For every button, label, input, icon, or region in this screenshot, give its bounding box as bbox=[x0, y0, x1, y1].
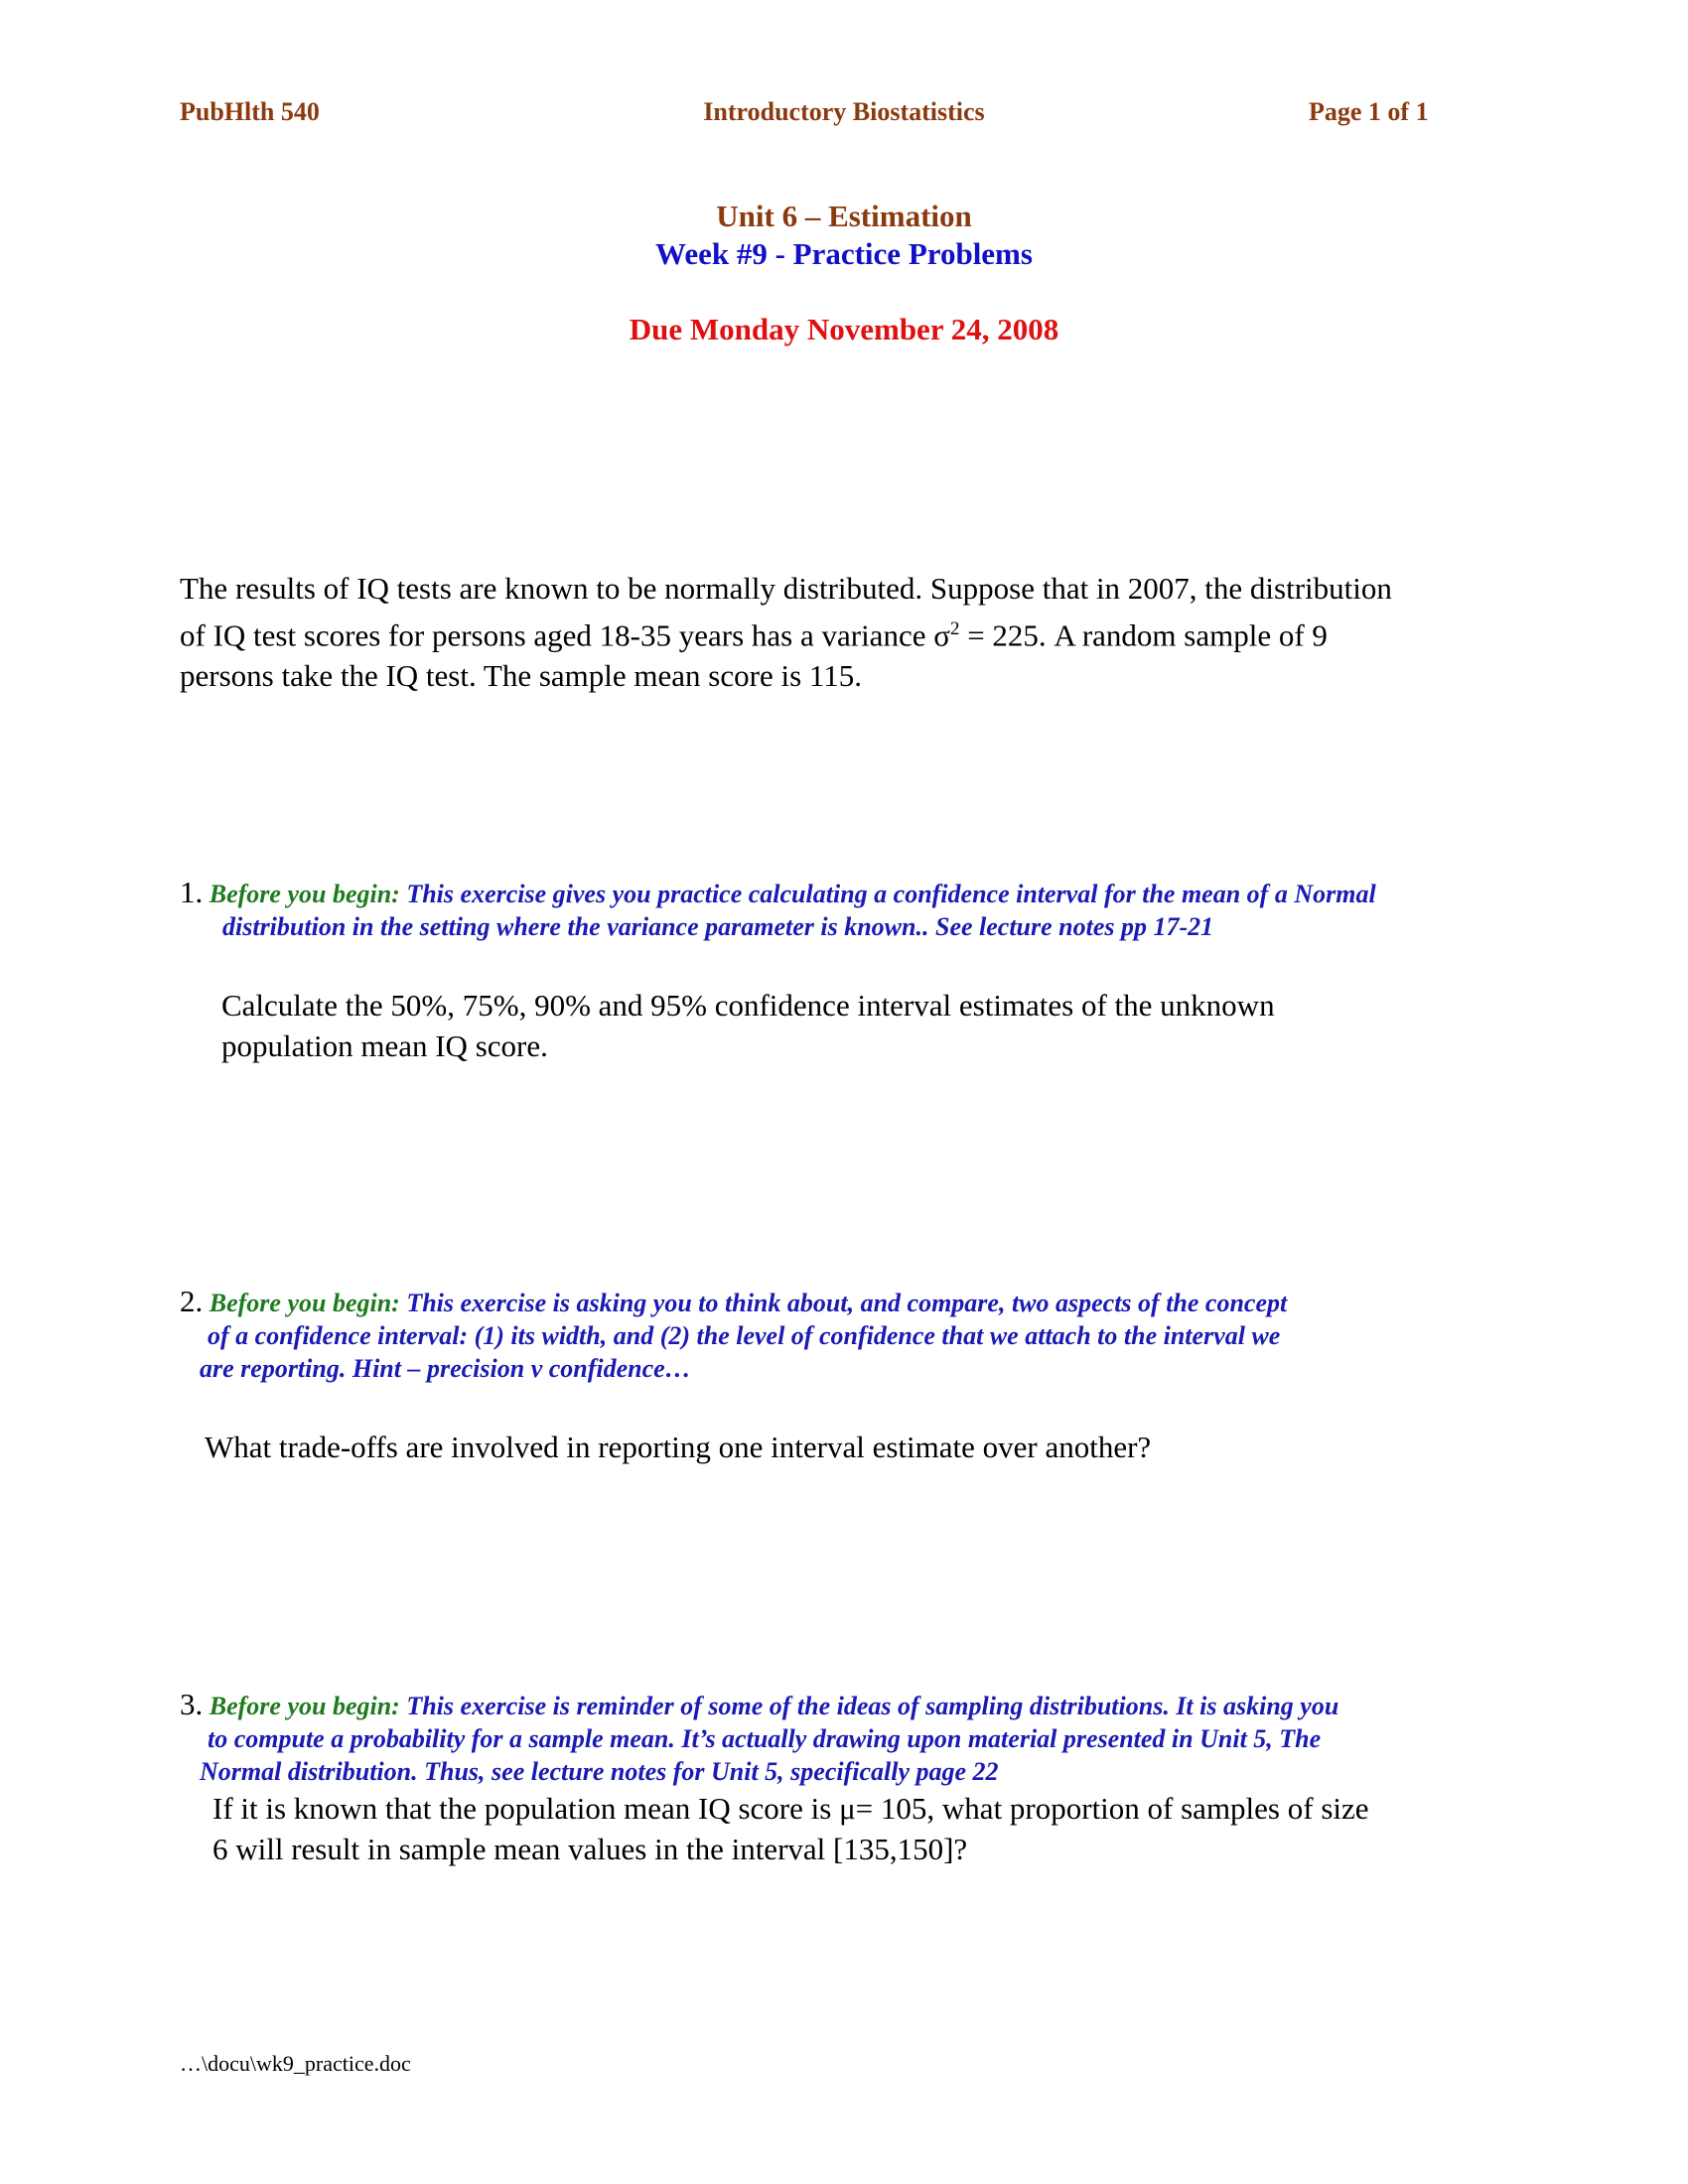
question-2-text-line-1: What trade-offs are involved in reporting one interval estimate over another? bbox=[205, 1430, 1152, 1464]
question-2-hint-lead: Before you begin: bbox=[209, 1289, 400, 1317]
question-2-hint bbox=[180, 1285, 1287, 1385]
question-2-hint-line-1: This exercise is asking you to think about, and compare, two aspects of the concept bbox=[399, 1289, 1288, 1317]
question-3-hint-line-2: to compute a probability for a sample mean. It’s actually drawing upon material presented in Unit 5, The bbox=[208, 1724, 1322, 1753]
question-1 bbox=[180, 876, 1376, 1066]
question-3-text-line-1: If it is known that the population mean IQ score is μ= 105, what proportion of samples of size bbox=[212, 1791, 1369, 1826]
intro-line-1: The results of IQ tests are known to be normally distributed. Suppose that in 2007, the distribution bbox=[180, 571, 1392, 606]
question-3-text bbox=[180, 1788, 1369, 1869]
question-2-hint-line-3: are reporting. Hint – precision v confidence… bbox=[200, 1354, 691, 1383]
question-1-number: 1. bbox=[180, 875, 204, 909]
question-1-hint-lead: Before you begin: bbox=[209, 880, 400, 908]
intro-line-2-text-end: = 225. A random sample of 9 bbox=[959, 617, 1328, 653]
question-1-hint-line-1: This exercise gives you practice calculating a confidence interval for the mean of a Normal bbox=[399, 880, 1376, 908]
question-1-hint bbox=[180, 876, 1376, 943]
question-3-hint-line-1: This exercise is reminder of some of the ideas of sampling distributions. It is asking you bbox=[399, 1692, 1339, 1720]
intro-paragraph bbox=[180, 568, 1392, 696]
header-title: Introductory Biostatistics bbox=[703, 97, 985, 126]
intro-line-3: persons take the IQ test. The sample mean score is 115. bbox=[180, 658, 862, 694]
question-3 bbox=[180, 1688, 1369, 1869]
question-2-text bbox=[180, 1427, 1287, 1467]
question-1-text-line-1: Calculate the 50%, 75%, 90% and 95% confidence interval estimates of the unknown bbox=[221, 988, 1275, 1023]
question-1-text bbox=[180, 985, 1376, 1066]
question-3-hint-line-3: Normal distribution. Thus, see lecture notes for Unit 5, specifically page 22 bbox=[200, 1757, 999, 1786]
question-2-number: 2. bbox=[180, 1284, 204, 1318]
question-3-hint-lead: Before you begin: bbox=[209, 1692, 400, 1720]
question-2-hint-line-2: of a confidence interval: (1) its width, and (2) the level of confidence that we attach to the interval we bbox=[208, 1321, 1281, 1350]
question-1-text-line-2: population mean IQ score. bbox=[221, 1028, 548, 1063]
header-course: PubHlth 540 bbox=[180, 97, 320, 126]
variance-exponent: 2 bbox=[949, 618, 960, 639]
header-page-number: Page 1 of 1 bbox=[1309, 97, 1429, 126]
due-date: Due Monday November 24, 2008 bbox=[629, 312, 1059, 346]
question-3-number: 3. bbox=[180, 1687, 204, 1721]
question-2 bbox=[180, 1285, 1287, 1467]
question-3-hint bbox=[180, 1688, 1369, 1788]
week-title: Week #9 - Practice Problems bbox=[655, 236, 1033, 271]
intro-line-2 bbox=[180, 609, 1392, 655]
footer-file-path: …\docu\wk9_practice.doc bbox=[180, 2051, 411, 2076]
question-3-text-line-2: 6 will result in sample mean values in the interval [135,150]? bbox=[212, 1832, 968, 1866]
intro-line-2-text: of IQ test scores for persons aged 18-35 years has a variance σ bbox=[180, 617, 950, 653]
unit-title: Unit 6 – Estimation bbox=[716, 199, 972, 233]
question-1-hint-line-2: distribution in the setting where the variance parameter is known.. See lecture notes pp 17-21 bbox=[222, 912, 1214, 941]
